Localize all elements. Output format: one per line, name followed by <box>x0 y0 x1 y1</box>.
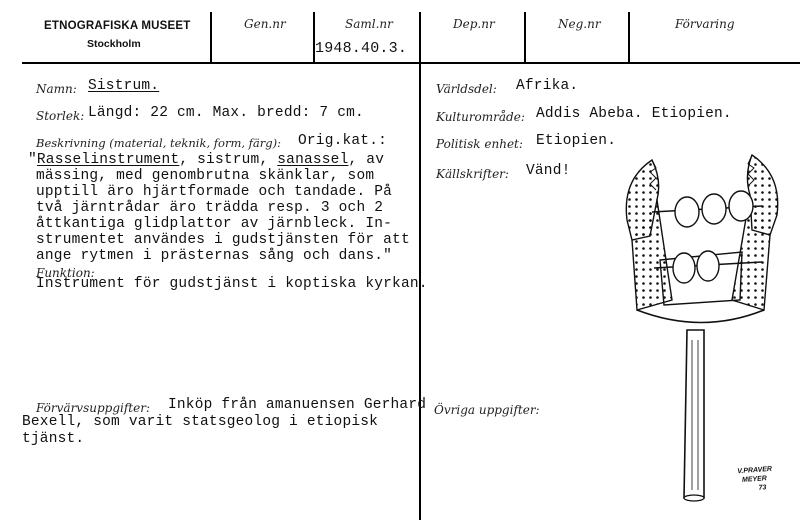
museum-name: ETNOGRAFISKA MUSEET <box>44 20 191 32</box>
kallskrifter-value: Vänd! <box>526 163 571 179</box>
header-divider-3 <box>419 12 421 520</box>
forvarv-label: Förvärvsuppgifter: <box>36 401 150 415</box>
forvarv-line-2: Bexell, som varit statsgeolog i etiopisk <box>22 414 379 430</box>
varldsdel-value: Afrika. <box>516 78 579 94</box>
description-line-4: två järntrådar äro trädda resp. 3 och 2 <box>36 200 384 216</box>
handle <box>684 330 704 498</box>
header-bottom-rule <box>22 62 800 64</box>
ovriga-label: Övriga uppgifter: <box>434 403 540 417</box>
neg-nr-label: Neg.nr <box>558 17 601 31</box>
gen-nr-label: Gen.nr <box>244 17 286 31</box>
funktion-value: Instrument för gudstjänst i koptiska kyrkan. <box>36 276 428 292</box>
dep-nr-label: Dep.nr <box>453 17 495 31</box>
storlek-value: Längd: 22 cm. Max. bredd: 7 cm. <box>88 105 364 121</box>
politisk-enhet-label: Politisk enhet: <box>436 137 523 151</box>
funktion-label: Funktion: <box>36 266 95 280</box>
description-line-7: ange rytmen i prästernas sång och dans." <box>36 248 393 264</box>
plate-3 <box>729 191 753 221</box>
namn-label: Namn: <box>36 82 77 96</box>
description-line-1: "Rasselinstrument, sistrum, sanassel, av <box>28 152 385 168</box>
plate-4 <box>673 253 695 283</box>
plate-2 <box>702 194 726 224</box>
kulturomrade-label: Kulturområde: <box>436 110 525 124</box>
description-line-5: åttkantiga glidplattor av järnbleck. In- <box>36 216 393 232</box>
header-divider-5 <box>628 12 630 62</box>
beskrivning-lead: Orig.kat.: <box>298 133 388 149</box>
plate-5 <box>697 251 719 281</box>
forvarv-line-1: Inköp från amanuensen Gerhard <box>168 397 427 413</box>
sistrum-drawing <box>612 140 792 510</box>
description-line-6: strumentet användes i gudstjänsten för att <box>36 232 410 248</box>
header-divider-4 <box>524 12 526 62</box>
header-divider-1 <box>210 12 212 62</box>
artist-signature: V.PRAVER MEYER 73 <box>737 465 773 492</box>
varldsdel-label: Världsdel: <box>436 82 497 96</box>
forvaring-label: Förvaring <box>675 17 735 31</box>
kallskrifter-label: Källskrifter: <box>436 167 509 181</box>
namn-value: Sistrum. <box>88 78 160 94</box>
beskrivning-label: Beskrivning (material, teknik, form, färg): <box>36 136 281 150</box>
saml-nr-value: 1948.40.3. <box>315 40 408 57</box>
forvarv-line-3: tjänst. <box>22 431 85 447</box>
museum-city: Stockholm <box>87 38 141 50</box>
description-line-2: mässing, med genombrutna skänklar, som <box>36 168 375 184</box>
saml-nr-label: Saml.nr <box>345 17 393 31</box>
politisk-enhet-value: Etiopien. <box>536 133 617 149</box>
description-line-3: upptill äro hjärtformade och tandade. På <box>36 184 393 200</box>
storlek-label: Storlek: <box>36 109 85 123</box>
kulturomrade-value: Addis Abeba. Etiopien. <box>536 106 732 122</box>
plate-1 <box>675 197 699 227</box>
